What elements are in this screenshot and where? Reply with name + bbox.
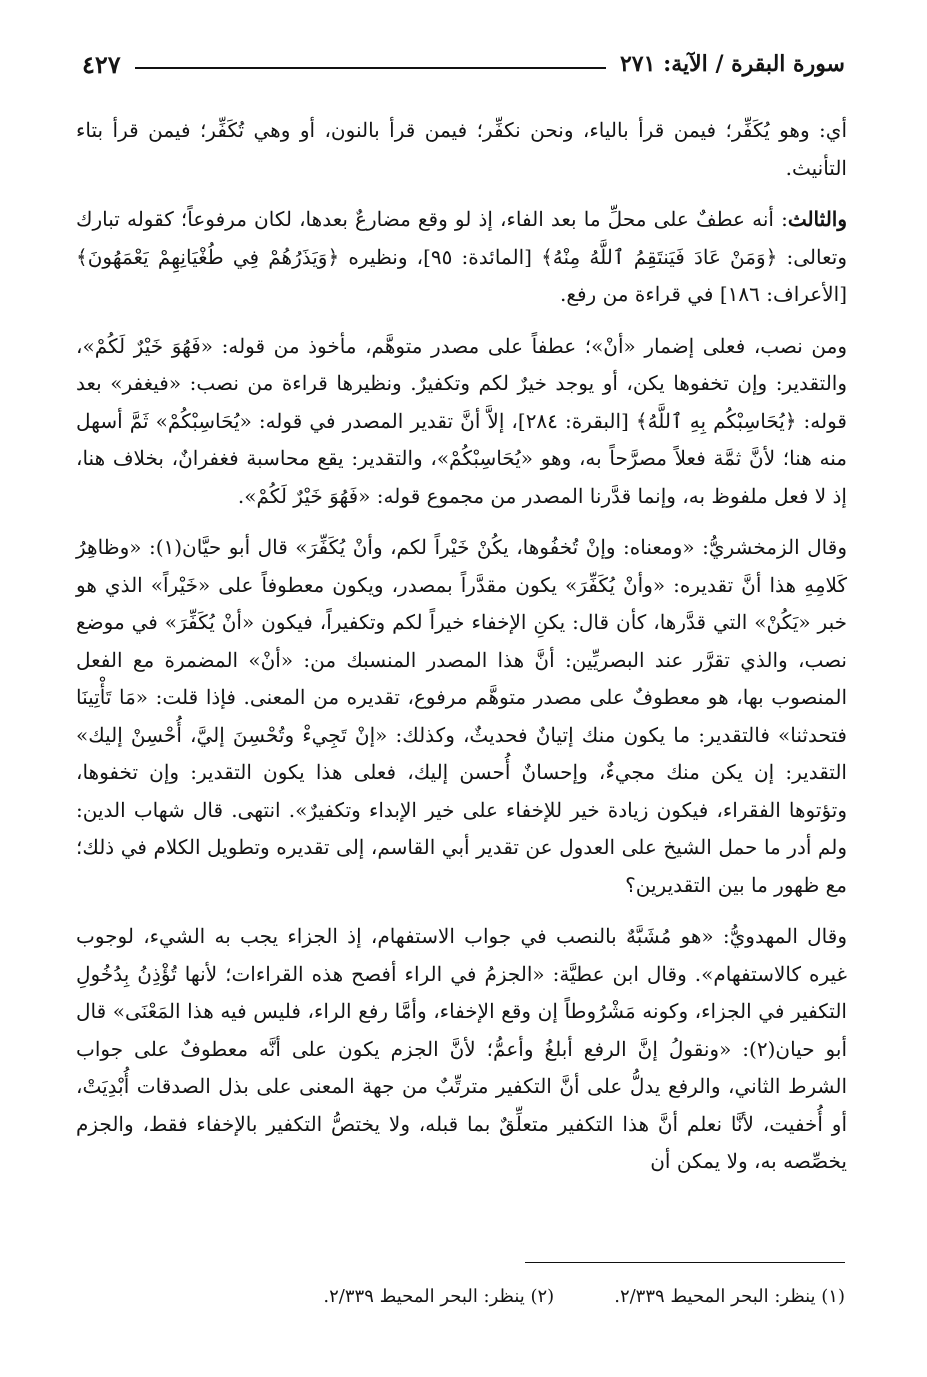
page-body	[76, 112, 847, 1195]
paragraph-text: وقال المهدويُّ: «هو مُشَبَّهٌ بالنصب في جواب الاستفهام، إذ الجزاء يجب به الشيء، لوجوب غيره كالاستفهام». وقال ابن عطيَّة: «الجزمُ في الراء أفصح هذه القراءات؛ لأنها تُؤْذِنُ بِدُخُولِ التكفير في الجزاء، وكونه مَشْرُوطاً إن وقع الإخفاء، وأمَّا رفع الراء، فليس فيه هذا المَعْنَى» قال أبو حيان(٢): «ونقولُ إنَّ الرفع أبلغُ وأعمُّ؛ لأنَّ الجزم يكون على أنَّه معطوفٌ على جواب الشرط الثاني، والرفع يدلُّ على أنَّ التكفير مترتِّبٌ من جهة المعنى على بذل الصدقات أُبْدِيَتْ، أو أُخفيت، لأنَّا نعلم أنَّ هذا التكفير متعلِّقٌ بما قبله، ولا يختصُّ التكفير بالإخفاء فقط، والجزم يخصِّصه به، ولا يمكن أن	[76, 924, 848, 1173]
page-header	[82, 44, 845, 84]
footnotes	[120, 1284, 845, 1310]
footnote: (٢) ينظر: البحر المحيط ٢/٣٣٩.	[323, 1286, 555, 1307]
paragraph	[76, 918, 847, 1181]
paragraph	[76, 529, 847, 904]
footnote-separator	[525, 1262, 845, 1263]
running-title: سورة البقرة / الآية: ٢٧١	[619, 51, 845, 77]
paragraph-text: : أنه عطفٌ على محلِّ ما بعد الفاء، إذ لو وقع مضارعٌ بعدها، لكان مرفوعاً؛ كقوله تبارك وتعالى: ﴿وَمَنْ عَادَ فَيَنتَقِمُ ٱللَّهُ مِنْهُ﴾ [المائدة: ٩٥]، ونظيره ﴿وَيَذَرُهُمْ فِي طُغْيَانِهِمْ يَعْمَهُونَ﴾ [الأعراف: ١٨٦] في قراءة من رفع.	[76, 207, 847, 306]
page-number: ٤٢٧	[82, 49, 121, 79]
paragraph	[76, 201, 847, 314]
paragraph-text: أي: وهو يُكَفِّر؛ فيمن قرأ بالياء، ونحن نكفِّر؛ فيمن قرأ بالنون، أو وهي تُكَفِّر؛ فيمن قرأ بتاء التأنيث.	[76, 118, 847, 180]
paragraph	[76, 328, 847, 516]
paragraph-text: وقال الزمخشريُّ: «ومعناه: وإنْ تُخفُوها، يكُنْ خَيْراً لكم، وأنْ يُكَفِّرَ» قال أبو حيَّان(١): «وظاهِرُ كَلامِهِ هذا أنَّ تقديره: «وأنْ يُكَفِّرَ» يكون مقدَّراً بمصدر، ويكون معطوفاً على «خَيْراً» الذي هو خبر «يَكُنْ» التي قدَّرها، كأن قال: يكنِ الإخفاء خيراً لكم وتكفيراً، فيكون «أنْ يُكَفِّرَ» في موضع نصب، والذي تقرَّر عند البصريِّين: أنَّ هذا المصدر المنسبك من: «أنْ» المضمرة مع الفعل المنصوب بها، هو معطوفٌ على مصدر متوهَّم مرفوع، تقديره من المعنى. فإذا قلت: «مَا تَأْتِينَا فتحدثنا» فالتقدير: ما يكون منك إتيانٌ فحديثٌ، وكذلك: «إنْ تَجِيءْ وتُحْسِنَ إليَّ، أُحْسِنْ إليك» التقدير: إن يكن منك مجيءٌ، وإحسانٌ أُحسن إليك، فعلى هذا يكون التقدير: وإن تخفوها، وتؤتوها الفقراء، فيكون زيادة خير للإخفاء على خير الإبداء وتكفيرٌ». انتهى. قال شهاب الدين: ولم أدر ما حمل الشيخ على العدول عن تقدير أبي القاسم، إلى تقديره وتطويل الكلام في ذلك؛ مع ظهور ما بين التقديرين؟	[76, 535, 847, 897]
paragraph-lead: والثالث	[787, 207, 847, 231]
header-rule	[135, 67, 606, 69]
paragraph-text: ومن نصب، فعلى إضمار «أنْ»؛ عطفاً على مصدر متوهَّم، مأخوذ من قوله: «فَهُوَ خَيْرٌ لَكُمْ»، والتقدير: وإن تخفوها يكن، أو يوجد خيرٌ لكم وتكفيرٌ. ونظيرها قراءة من نصب: «فيغفر» بعد قوله: ﴿يُحَاسِبْكُم بِهِ ٱللَّهُ﴾ [البقرة: ٢٨٤]، إلاَّ أنَّ تقدير المصدر في قوله: «يُحَاسِبْكُمْ» ثَمَّ أسهل منه هنا؛ لأنَّ ثمَّة فعلاً مصرَّحاً به، وهو «يُحَاسِبْكُمْ»، والتقدير: يقع محاسبة فغفرانٌ، بخلاف هنا، إذ لا فعل ملفوظ به، وإنما قدَّرنا المصدر من مجموع قوله: «فَهُوَ خَيْرٌ لَكُمْ».	[76, 333, 847, 508]
footnote: (١) ينظر: البحر المحيط ٢/٣٣٩.	[614, 1286, 845, 1307]
paragraph	[76, 112, 847, 187]
